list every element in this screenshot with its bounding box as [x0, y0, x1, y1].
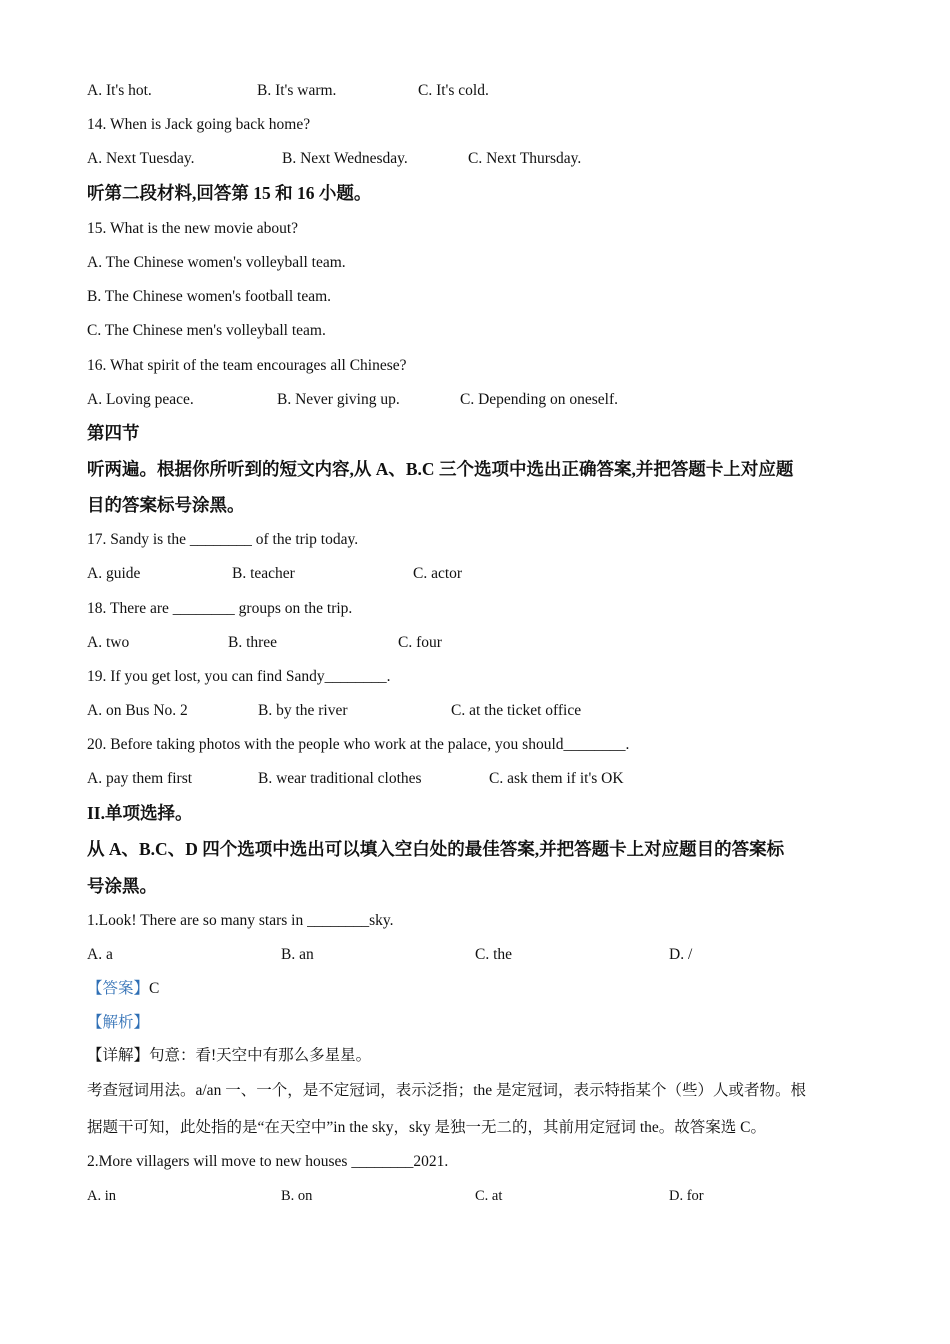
- q13-option-c: C. It's cold.: [418, 82, 489, 99]
- q17-text: 17. Sandy is the ________ of the trip today.: [87, 531, 359, 548]
- section-ii-instruction-line2: 号涂黑。: [87, 876, 157, 896]
- q15-text: 15. What is the new movie about?: [87, 220, 299, 237]
- q13-option-a: A. It's hot.: [87, 82, 152, 99]
- q19-option-a: A. on Bus No. 2: [87, 702, 188, 719]
- q20-option-b: B. wear traditional clothes: [258, 770, 422, 787]
- explanation-line2: 据题干可知，此处指的是“在天空中”in the sky，sky 是独一无二的，其前用定冠词 the。故答案选 C。: [87, 1119, 766, 1136]
- q16-option-b: B. Never giving up.: [277, 391, 400, 408]
- q13-option-b: B. It's warm.: [257, 82, 337, 99]
- q16-option-a: A. Loving peace.: [87, 391, 194, 408]
- section2-heading: 听第二段材料,回答第 15 和 16 小题。: [87, 183, 372, 203]
- answer-line: [87, 979, 159, 999]
- mc2-text: 2.More villagers will move to new houses ________2021.: [87, 1153, 449, 1170]
- q17-option-c: C. actor: [413, 565, 463, 582]
- q17-option-b: B. teacher: [232, 565, 295, 582]
- q18-option-a: A. two: [87, 634, 130, 651]
- q16-text: 16. What spirit of the team encourages all Chinese?: [87, 357, 407, 374]
- mc2-option-a: A. in: [87, 1188, 116, 1204]
- mc1-option-a: A. a: [87, 946, 113, 963]
- q18-option-b: B. three: [228, 634, 278, 651]
- q18-option-c: C. four: [398, 634, 442, 651]
- q20-option-a: A. pay them first: [87, 770, 193, 787]
- q19-option-c: C. at the ticket office: [451, 702, 582, 719]
- answer-label: 【答案】: [87, 980, 150, 997]
- mc1-option-c: C. the: [475, 946, 513, 963]
- q15-option-a: A. The Chinese women's volleyball team.: [87, 254, 346, 271]
- answer-value: C: [149, 980, 160, 997]
- q19-option-b: B. by the river: [258, 702, 348, 719]
- q14-option-c: C. Next Thursday.: [468, 150, 582, 167]
- section-ii-heading: II.单项选择。: [87, 803, 193, 823]
- q17-option-a: A. guide: [87, 565, 141, 582]
- mc2-option-c: C. at: [475, 1188, 503, 1204]
- section-ii-instruction-line1: 从 A、B.C、D 四个选项中选出可以填入空白处的最佳答案,并把答题卡上对应题目的答案标: [87, 839, 785, 859]
- q18-text: 18. There are ________ groups on the trip.: [87, 600, 353, 617]
- q19-text: 19. If you get lost, you can find Sandy________.: [87, 668, 391, 685]
- q14-option-b: B. Next Wednesday.: [282, 150, 408, 167]
- explanation-line1: 考查冠词用法。a/an 一、一个，是不定冠词，表示泛指；the 是定冠词，表示特指某个（些）人或者物。根: [87, 1082, 807, 1099]
- part4-instruction-line1: 听两遍。根据你所听到的短文内容,从 A、B.C 三个选项中选出正确答案,并把答题卡上对应题: [87, 459, 794, 479]
- analysis-label: 【解析】: [87, 1014, 150, 1031]
- q15-option-c: C. The Chinese men's volleyball team.: [87, 322, 326, 339]
- q14-option-a: A. Next Tuesday.: [87, 150, 195, 167]
- mc1-option-b: B. an: [281, 946, 314, 963]
- mc2-option-b: B. on: [281, 1188, 313, 1204]
- q16-option-c: C. Depending on oneself.: [460, 391, 618, 408]
- part4-heading: 第四节: [87, 423, 140, 443]
- q20-option-c: C. ask them if it's OK: [489, 770, 624, 787]
- mc1-option-d: D. /: [669, 946, 693, 963]
- detail-line: 【详解】句意：看!天空中有那么多星星。: [87, 1047, 372, 1064]
- part4-instruction-line2: 目的答案标号涂黑。: [87, 495, 245, 515]
- mc1-text: 1.Look! There are so many stars in ________sky.: [87, 912, 394, 929]
- q20-text: 20. Before taking photos with the people who work at the palace, you should________.: [87, 736, 630, 753]
- q15-option-b: B. The Chinese women's football team.: [87, 288, 332, 305]
- mc2-option-d: D. for: [669, 1188, 704, 1204]
- q14-text: 14. When is Jack going back home?: [87, 116, 311, 133]
